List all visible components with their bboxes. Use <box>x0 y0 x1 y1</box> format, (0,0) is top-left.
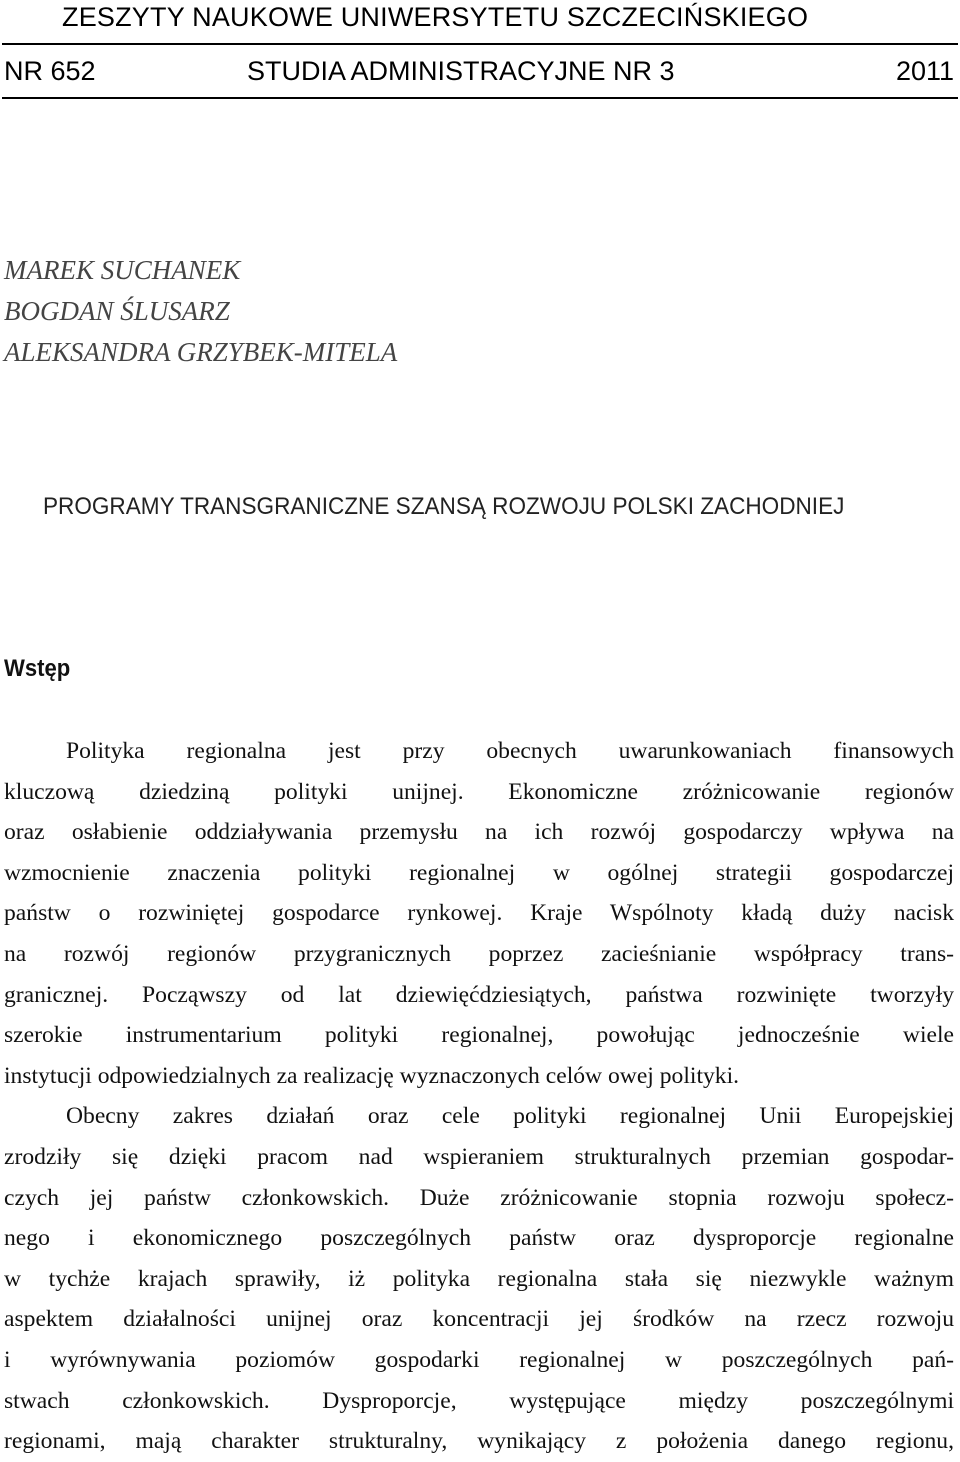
text-line: Obecny zakres działań oraz cele polityki regionalnej Unii Europejskiej <box>66 1103 954 1130</box>
text-line: i wyrównywania poziomów gospodarki regionalnej w poszczególnych pań- <box>4 1346 954 1373</box>
text-line: wzmocnienie znaczenia polityki regionalnej w ogólnej strategii gospodarczej <box>4 859 954 886</box>
body-text <box>4 731 954 1462</box>
text-line: czych jej państw członkowskich. Duże zróżnicowanie stopnia rozwoju społecz- <box>4 1184 954 1211</box>
issue-info-row <box>4 56 954 92</box>
issue-number: NR 652 <box>4 56 96 86</box>
article-title: PROGRAMY TRANSGRANICZNE SZANSĄ ROZWOJU POLSKI ZACHODNIEJ <box>43 493 845 520</box>
text-line: na rozwój regionów przygranicznych poprzez zacieśnianie współpracy trans- <box>4 940 954 967</box>
text-line: zrodziły się dzięki pracom nad wspieraniem strukturalnych przemian gospodar- <box>4 1143 954 1170</box>
text-line: w tychże krajach sprawiły, iż polityka regionalna stała się niezwykle ważnym <box>4 1265 954 1292</box>
text-line: aspektem działalności unijnej oraz koncentracji jej środków na rzecz rozwoju <box>4 1306 954 1333</box>
text-line: granicznej. Począwszy od lat dziewięćdziesiątych, państwa rozwinięte tworzyły <box>4 981 954 1008</box>
text-line: oraz osłabienie oddziaływania przemysłu na ich rozwój gospodarczy wpływa na <box>4 819 954 846</box>
issue-year: 2011 <box>895 56 954 86</box>
author-name: BOGDAN ŚLUSARZ <box>4 296 230 326</box>
text-line: nego i ekonomicznego poszczególnych państw oraz dysproporcje regionalne <box>4 1225 954 1252</box>
header-rule-top <box>2 43 958 45</box>
author-list <box>4 250 397 373</box>
text-line: stwach członkowskich. Dysproporcje, występujące między poszczególnymi <box>4 1387 954 1414</box>
header-rule-bottom <box>2 97 958 99</box>
series-name: STUDIA ADMINISTRACYJNE NR 3 <box>247 56 675 86</box>
section-heading: Wstęp <box>4 655 71 682</box>
author-name: ALEKSANDRA GRZYBEK-MITELA <box>4 337 398 367</box>
journal-title: ZESZYTY NAUKOWE UNIWERSYTETU SZCZECIŃSKIEGO <box>62 2 809 32</box>
text-line: kluczową dziedziną polityki unijnej. Ekonomiczne zróżnicowanie regionów <box>4 778 954 805</box>
author-name: MAREK SUCHANEK <box>4 255 241 285</box>
text-line: Polityka regionalna jest przy obecnych uwarunkowaniach finansowych <box>66 738 954 764</box>
text-line: szerokie instrumentarium polityki regionalnej, powołując jednocześnie wiele <box>4 1022 954 1049</box>
text-line: państw o rozwiniętej gospodarce rynkowej. Kraje Wspólnoty kładą duży nacisk <box>4 900 954 927</box>
text-line: regionami, mają charakter strukturalny, wynikający z położenia danego regionu, <box>4 1428 954 1455</box>
text-line: instytucji odpowiedzialnych za realizację wyznaczonych celów owej polityki. <box>4 1062 740 1089</box>
